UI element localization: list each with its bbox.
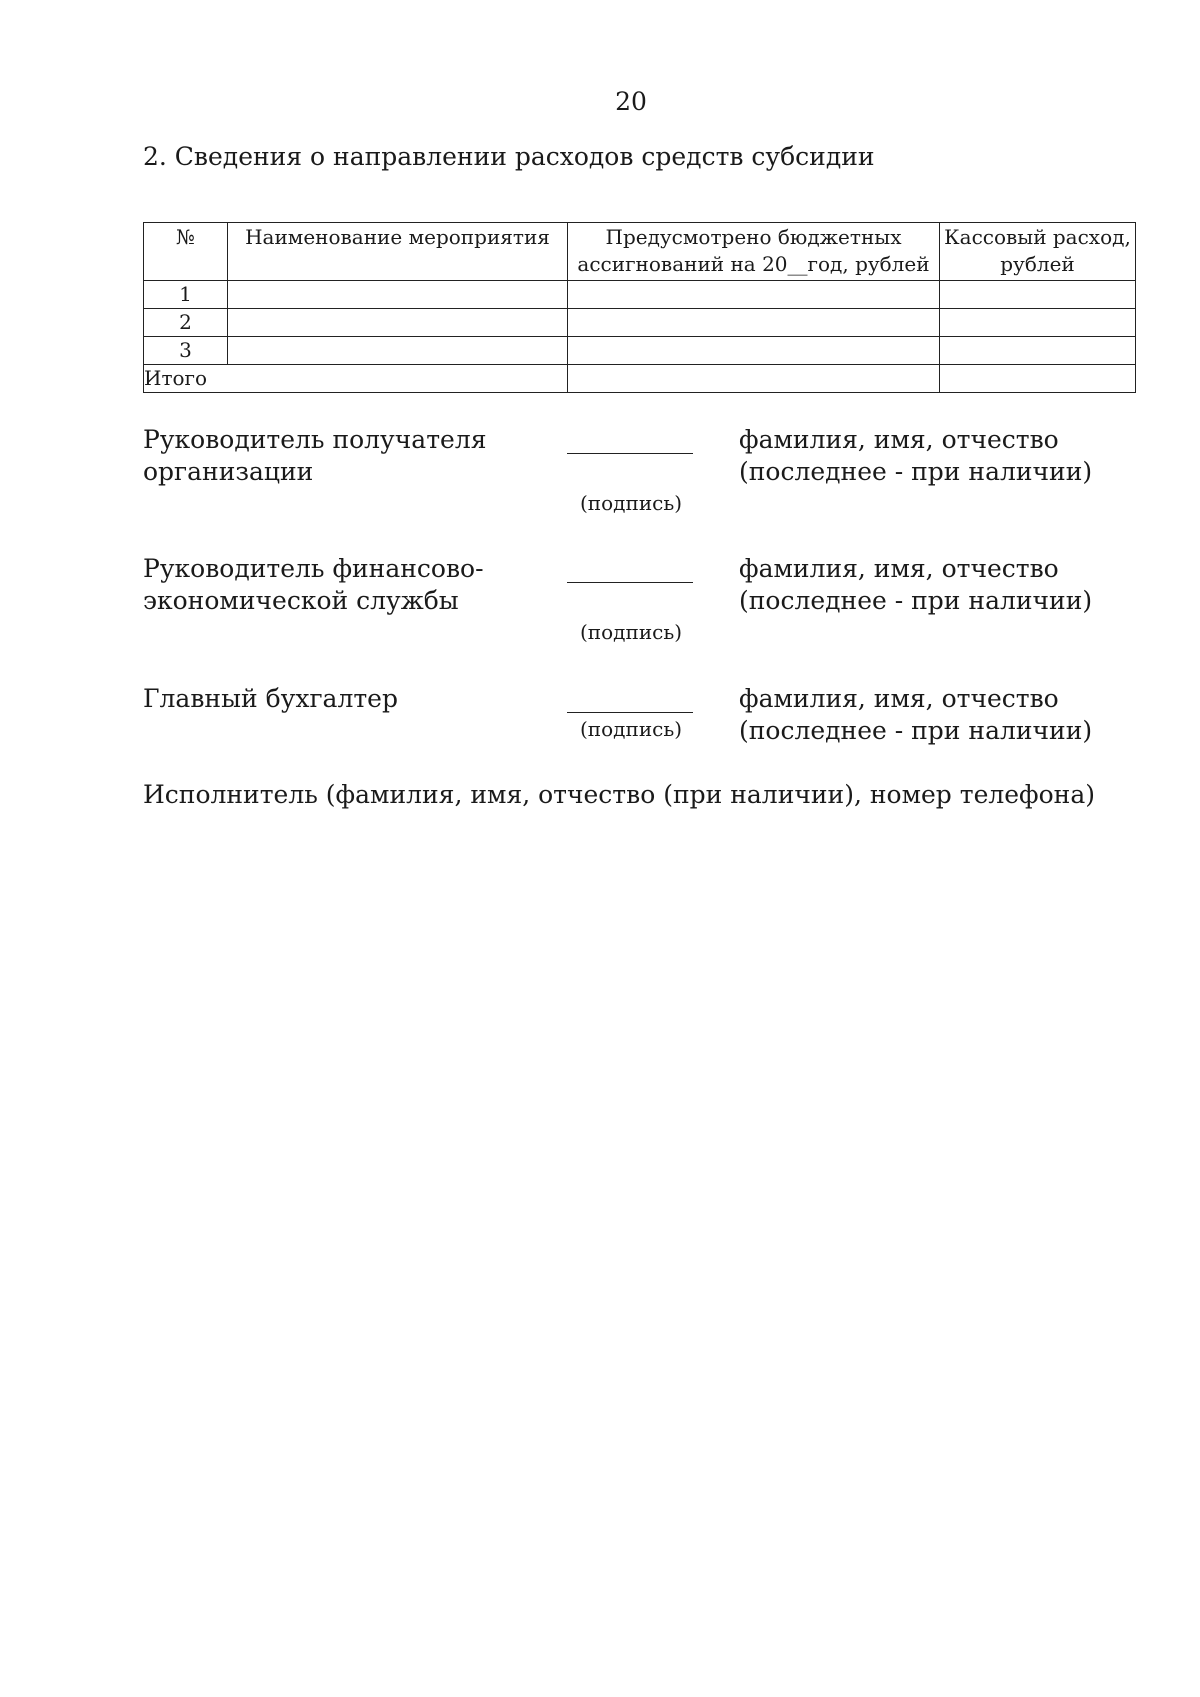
- role-line: организации: [143, 457, 314, 486]
- name-line: фамилия, имя, отчество: [739, 554, 1059, 583]
- table-header-row: [144, 223, 1136, 281]
- signature-name: [739, 683, 1159, 747]
- name-line: (последнее - при наличии): [739, 586, 1093, 615]
- total-planned-cell: [568, 365, 940, 393]
- activity-name-cell: [228, 337, 568, 365]
- name-line: (последнее - при наличии): [739, 716, 1093, 745]
- header-cash-expense: Кассовый расход, рублей: [940, 223, 1136, 281]
- signature-line: [567, 582, 693, 583]
- role-line: Руководитель получателя: [143, 425, 487, 454]
- executor-line: Исполнитель (фамилия, имя, отчество (при наличии), номер телефона): [143, 780, 1096, 809]
- header-number: №: [144, 223, 228, 281]
- signature-block-accountant: [143, 683, 1143, 753]
- cash-cell: [940, 309, 1136, 337]
- signature-caption: (подпись): [580, 717, 683, 741]
- name-line: фамилия, имя, отчество: [739, 684, 1059, 713]
- section-title: 2. Сведения о направлении расходов средств субсидии: [143, 142, 875, 171]
- signature-line: [567, 453, 693, 454]
- role-line: Руководитель финансово-: [143, 554, 484, 583]
- total-label: Итого: [144, 365, 568, 393]
- signature-role: [143, 553, 563, 617]
- total-row: [144, 365, 1136, 393]
- row-number: 2: [144, 309, 228, 337]
- signature-role: [143, 424, 563, 488]
- role-line: Главный бухгалтер: [143, 684, 398, 713]
- table-row: [144, 281, 1136, 309]
- total-cash-cell: [940, 365, 1136, 393]
- planned-cell: [568, 281, 940, 309]
- signature-block-head: [143, 424, 1143, 520]
- row-number: 3: [144, 337, 228, 365]
- row-number: 1: [144, 281, 228, 309]
- planned-cell: [568, 337, 940, 365]
- signature-line: [567, 712, 693, 713]
- header-activity-name: Наименование мероприятия: [228, 223, 568, 281]
- cash-cell: [940, 337, 1136, 365]
- page-number: 20: [615, 87, 647, 116]
- expenses-table: [143, 222, 1136, 393]
- cash-cell: [940, 281, 1136, 309]
- signature-caption: (подпись): [580, 620, 683, 644]
- table-row: [144, 309, 1136, 337]
- table-row: [144, 337, 1136, 365]
- name-line: (последнее - при наличии): [739, 457, 1093, 486]
- signature-role: [143, 683, 563, 715]
- signature-block-finance: [143, 553, 1143, 649]
- signature-name: [739, 553, 1159, 617]
- signature-caption: (подпись): [580, 491, 683, 515]
- activity-name-cell: [228, 309, 568, 337]
- activity-name-cell: [228, 281, 568, 309]
- signature-name: [739, 424, 1159, 488]
- name-line: фамилия, имя, отчество: [739, 425, 1059, 454]
- role-line: экономической службы: [143, 586, 459, 615]
- header-planned-allocations: Предусмотрено бюджетных ассигнований на 20__год, рублей: [568, 223, 940, 281]
- planned-cell: [568, 309, 940, 337]
